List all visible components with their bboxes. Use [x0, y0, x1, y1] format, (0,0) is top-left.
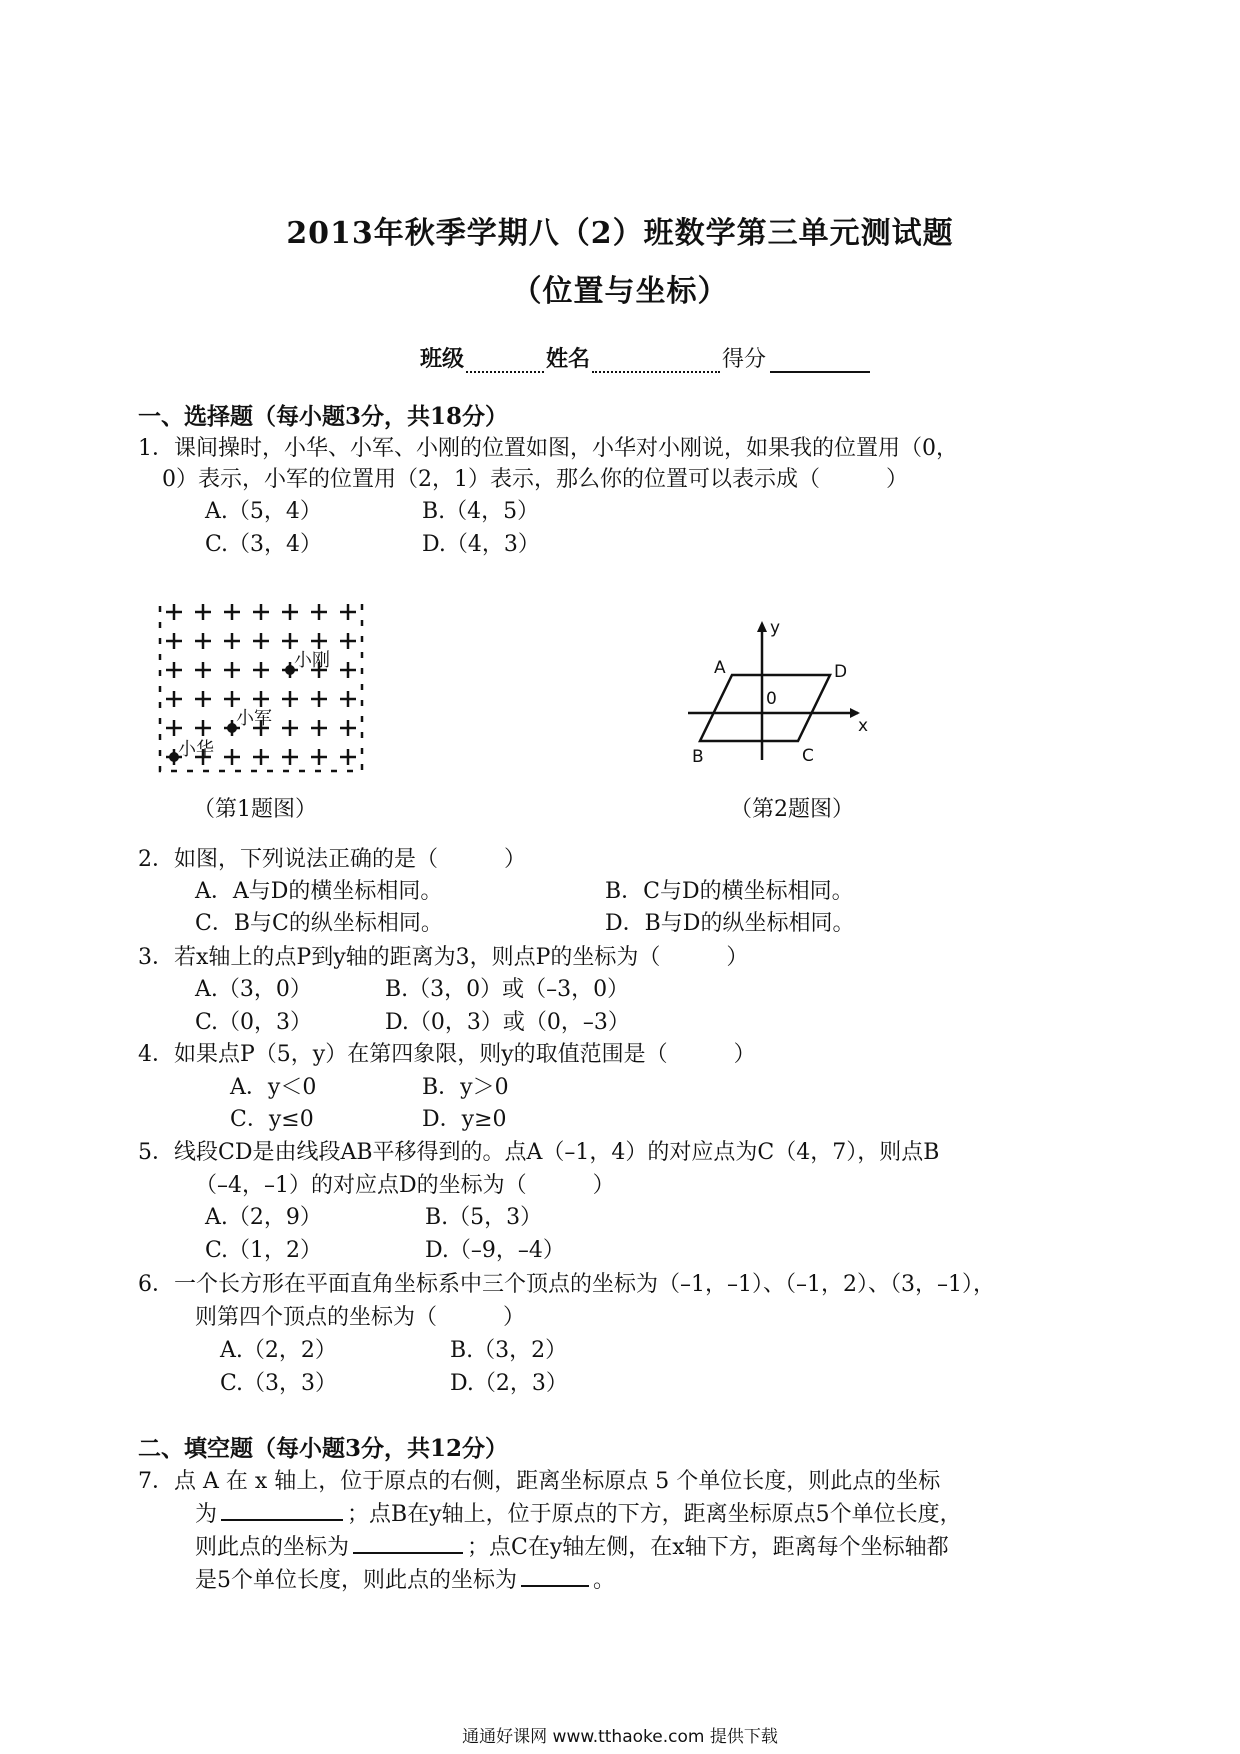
q3-option-b: B.（3，0）或（–3，0） — [385, 977, 630, 1002]
figure2-caption: （第2题图） — [730, 797, 854, 822]
q5-option-c: C.（1，2） — [205, 1238, 323, 1263]
label-y: y — [770, 618, 781, 638]
page-subtitle: （位置与坐标） — [511, 274, 729, 309]
label-xiaojun: 小军 — [236, 708, 272, 729]
q3-option-c: C.（0，3） — [195, 1010, 313, 1035]
q6-option-b: B.（3，2） — [450, 1338, 568, 1363]
q2-option-a: A．A与D的横坐标相同。 — [195, 879, 443, 904]
q1-line2: 0）表示，小军的位置用（2，1）表示，那么你的位置可以表示成（ ） — [162, 467, 908, 492]
q2-option-b: B．C与D的横坐标相同。 — [605, 879, 854, 904]
figure1-grid — [150, 600, 370, 780]
q5-option-d: D.（–9，–4） — [425, 1238, 565, 1263]
y-axis-arrow — [757, 621, 767, 632]
label-d: D — [834, 662, 848, 682]
class-blank[interactable] — [466, 351, 544, 373]
header-fields — [420, 342, 874, 373]
q6-line2: 则第四个顶点的坐标为（ ） — [195, 1305, 526, 1330]
q2-stem: 2．如图，下列说法正确的是（ ） — [138, 847, 526, 872]
q7-line2-end: ；点B在y轴上，位于原点的下方，距离坐标原点5个单位长度， — [347, 1502, 962, 1527]
q1-option-a: A.（5，4） — [205, 499, 322, 524]
q5-option-a: A.（2，9） — [205, 1205, 322, 1230]
name-label: 姓名 — [546, 346, 591, 372]
q6-option-c: C.（3，3） — [220, 1371, 338, 1396]
q7-line3-end: ；点C在y轴左侧，在x轴下方，距离每个坐标轴都 — [467, 1535, 949, 1560]
q3-stem: 3．若x轴上的点P到y轴的距离为3，则点P的坐标为（ ） — [138, 945, 749, 970]
q5-line1: 5．线段CD是由线段AB平移得到的。点A（–1，4）的对应点为C（4，7），则点B — [138, 1140, 940, 1165]
label-c: C — [802, 746, 814, 765]
q1-line1: 1．课间操时，小华、小军、小刚的位置如图，小华对小刚说，如果我的位置用（0， — [138, 436, 958, 461]
label-xiaogang: 小刚 — [294, 650, 330, 671]
q7-line1: 7．点 A 在 x 轴上，位于原点的右侧，距离坐标原点 5 个单位长度，则此点的坐标 — [138, 1469, 941, 1494]
label-x: x — [858, 716, 869, 736]
label-origin: 0 — [766, 689, 777, 709]
score-label: 得分 — [722, 347, 767, 372]
label-a: A — [714, 658, 726, 678]
answer-blank-2[interactable] — [353, 1532, 463, 1554]
figure1-caption: （第1题图） — [193, 797, 317, 822]
q4-option-b: B．y＞0 — [422, 1075, 509, 1100]
q3-option-d: D.（0，3）或（0，–3） — [385, 1010, 630, 1035]
q7-line4-start: 是5个单位长度，则此点的坐标为 — [195, 1568, 517, 1593]
q6-option-d: D.（2，3） — [450, 1371, 568, 1396]
parallelogram-abcd — [700, 675, 830, 741]
q4-option-c: C．y≤0 — [230, 1107, 314, 1132]
q3-option-a: A.（3，0） — [195, 977, 312, 1002]
q2-option-c: C．B与C的纵坐标相同。 — [195, 911, 443, 936]
q7-line3-start: 则此点的坐标为 — [195, 1535, 350, 1560]
class-label: 班级 — [420, 346, 465, 372]
answer-blank-3[interactable] — [521, 1565, 589, 1587]
q4-option-a: A．y＜0 — [230, 1075, 317, 1100]
q7-line3 — [195, 1530, 949, 1561]
q4-option-d: D．y≥0 — [422, 1107, 507, 1132]
q7-line2-start: 为 — [195, 1502, 218, 1527]
q6-line1: 6．一个长方形在平面直角坐标系中三个顶点的坐标为（–1，–1）、（–1，2）、（3，–1）， — [138, 1272, 995, 1297]
q1-option-b: B.（4，5） — [422, 499, 540, 524]
q1-option-d: D.（4，3） — [422, 532, 540, 557]
q7-line4 — [195, 1563, 615, 1594]
q5-option-b: B.（5，3） — [425, 1205, 543, 1230]
label-xiaohua: 小华 — [178, 739, 214, 760]
footer-note: 通通好课网 www.tthaoke.com 提供下载 — [462, 1727, 778, 1747]
q5-line2: （–4，–1）的对应点D的坐标为（ ） — [195, 1173, 615, 1198]
q7-line2 — [195, 1497, 962, 1528]
label-b: B — [692, 747, 704, 765]
q1-option-c: C.（3，4） — [205, 532, 323, 557]
q2-option-d: D．B与D的纵坐标相同。 — [605, 911, 855, 936]
figure2-axes — [680, 615, 880, 765]
q7-line4-end: 。 — [593, 1568, 616, 1593]
q4-stem: 4．如果点P（5，y）在第四象限，则y的取值范围是（ ） — [138, 1042, 756, 1067]
section2-heading: 二、填空题（每小题3分，共12分） — [138, 1435, 509, 1462]
name-blank[interactable] — [592, 351, 720, 373]
score-blank[interactable] — [770, 351, 870, 373]
page-title: 2013年秋季学期八（2）班数学第三单元测试题 — [286, 216, 954, 251]
section1-heading: 一、选择题（每小题3分，共18分） — [138, 403, 509, 430]
q6-option-a: A.（2，2） — [220, 1338, 337, 1363]
answer-blank-1[interactable] — [221, 1499, 343, 1521]
